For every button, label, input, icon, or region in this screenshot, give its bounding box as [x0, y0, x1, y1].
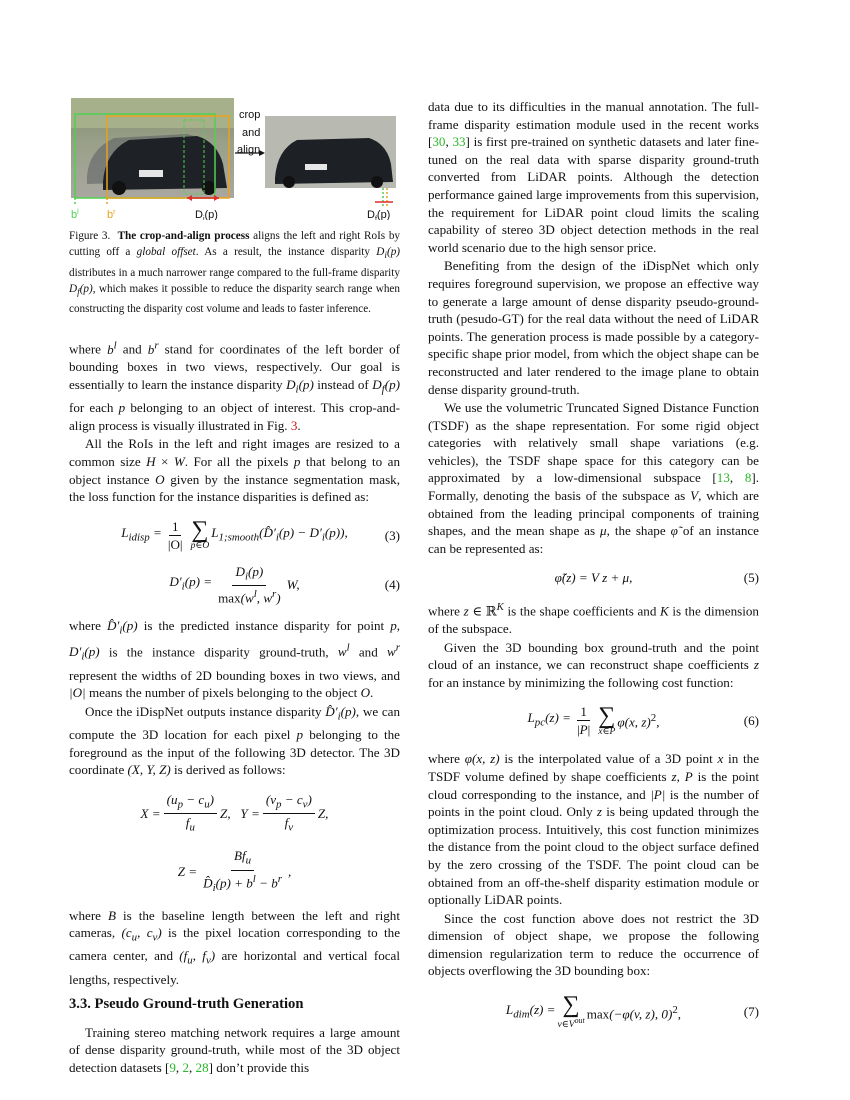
arrow-word-crop: crop [239, 109, 261, 121]
label-b-left: $b^l$ [71, 209, 79, 220]
paragraph-crop-align: where $b^l$ and $b^r$ stand for coordinates of the left border of bounding boxes in two views, respectively. Our goal is essentially to learn the instance disparity $D_i(p)$ instead of $D_f(p)$ for each p belonging to an object of interest. This crop-and-align process is visually illustrated in Fig. 3. [69, 339, 400, 433]
equation-7: $L_{dim}(z)$ = ∑ $v\in V^{out}$ max(−φ(v, z), 0)$^2$, (7) [505, 992, 759, 1031]
paragraph-benefiting: Benefiting from the design of the iDispNet which only requires foreground supervision, we propose an effective way to generate a large amount of dense disparity pseudo-ground-truth (pesudo-GT) for the real data without the need of LiDAR points. The generation process is made possible by a category-specific shape prior model, from which the object shape can be reconstructed and later rendered to the image plane to obtain dense disparity ground-truth. [428, 258, 759, 397]
paragraph-equation-terms: where $D̂'_i(p)$ is the predicted instance disparity for point p, $D'_i(p)$ is the instance disparity ground-truth, $w^l$ and $w^r$ represent the widths of 2D bounding boxes in two views, and |O| means the number of pixels belonging to the object O. [69, 617, 401, 701]
cite-2[interactable]: 2 [182, 1059, 189, 1075]
equation-4: $D'_i(p)$ = $\frac{D_i(p)}{\max(w^l, w^r)}$ W, (4) [169, 563, 400, 606]
paragraph-dimension-reg: Since the cost function above does not restrict the 3D dimension of object shape, we propose the following dimension regularization term to reduce the occurrence of objects overflowing the 3D bounding box: [428, 910, 759, 979]
paragraph-interpolated: where φ(x, z) is the interpolated value of a 3D point x in the TSDF volume defined by shape coefficients z, P is the point cloud corresponding to the instance, and |P| is the number of points in the point cloud. Only z is being updated through the optimization process. Intuitively, this cost function minimizes the distance from the point cloud to the object surface defined by the zero crossing of the TSDF. The point cloud can be obtained from an off-the-shelf disparity estimation module or optionally LiDAR points. [428, 751, 760, 908]
paragraph-3d-location: Once the iDispNet outputs instance disparity $D̂'_i(p)$, we can compute the 3D location for each pixel p belonging to the foreground as the input of the following 3D detector. The 3D coordinate (X, Y, Z) is derived as follows: [69, 703, 400, 778]
full-frame-image [71, 98, 234, 206]
cite-8[interactable]: 8 [744, 470, 752, 486]
crop-and-align-illustration [69, 98, 400, 220]
cite-9[interactable]: 9 [169, 1059, 176, 1075]
cite-13[interactable]: 13 [716, 470, 730, 486]
figure-ref-3[interactable]: 3 [290, 417, 298, 433]
section-heading-pseudo-gt: 3.3. Pseudo Ground-truth Generation [69, 996, 304, 1013]
paragraph-training-stereo: Training stereo matching network requires a large amount of dense disparity ground-truth, while most of the 3D object detection datasets [9, 2, 28] don’t provide this [69, 1024, 400, 1075]
arrow-word-and: and [242, 127, 261, 139]
cite-33[interactable]: 33 [452, 134, 466, 150]
equation-3: $L_{idisp}$ = $\frac{1}{|O|}$ ∑ p∈O $L_{1;smooth}(D̂'_i(p) - D'_i(p))$, (3) [121, 517, 400, 552]
figure-3-caption: Figure 3. The crop-and-align process aligns the left and right RoIs by cutting off a global offset. As a result, the instance disparity $D_i(p)$ distributes in a much narrower range compared to the full-frame disparity $D_f(p)$, which makes it possible to reduce the disparity search range when constructing the disparity cost volume and leads to faster inference. [69, 230, 401, 316]
cite-30[interactable]: 30 [432, 134, 446, 150]
paragraph-loss-intro: All the RoIs in the left and right images are resized to a common size H × W. For all the pixels p that belong to an object instance O given by the instance segmentation mask, the loss function for the instance disparities is defined as: [69, 436, 401, 505]
equation-xy: X = $\frac{(u_p - c_u)}{f_u}$ Z, Y = $\frac{(v_p - c_v)}{f_v}$ Z, [140, 791, 329, 834]
figure-3 [69, 98, 400, 218]
paragraph-reconstruct: Given the 3D bounding box ground-truth and the point cloud of an instance, we can reconstruct shape coefficients z for an instance by minimizing the following cost function: [428, 639, 759, 690]
label-b-right: $b^r$ [107, 209, 116, 220]
aligned-roi-image [265, 116, 396, 206]
arrow-word-align: align [237, 144, 261, 156]
right-column [428, 98, 759, 1044]
equation-z: Z = $\frac{Bf_u}{D̂_i(p) + b^l - b^r}$ , [177, 847, 292, 894]
label-instance-disparity: $D_i(p)$ [195, 209, 218, 220]
equation-5: φ̃(z) = V z + μ, (5) [554, 570, 759, 586]
left-column [69, 98, 400, 1076]
label-full-frame-disparity: $D_f(p)$ [367, 209, 391, 220]
cite-28[interactable]: 28 [195, 1059, 209, 1075]
paragraph-camera-params: where B is the baseline length between the left and right cameras, ($c_u$, $c_v$) is the pixel location corresponding to the camera center, and ($f_u$, $f_v$) are horizontal and vertical focal lengths, respectively. [69, 907, 401, 987]
paragraph-tsdf: We use the volumetric Truncated Signed Distance Function (TSDF) as the shape representation. For some rigid object categories with relatively small shape variations (e.g. vehicles), the TSDF shape space for this category can be approximated by a low-dimensional subspace [13, 8]. Formally, denoting the basis of the subspace as V, which are obtained from the leading principal components of training shapes, and the mean shape as μ, the shape φ̃ of an instance can be represented as: [428, 400, 760, 556]
paragraph-shape-coeffs: where z ∈ ℝ$^K$ is the shape coefficients and K is the dimension of the subspace. [428, 601, 759, 636]
equation-6: $L_{pc}(z)$ = $\frac{1}{|P|}$ ∑ x∈P φ(x, z)$^2$, (6) [527, 702, 759, 738]
paragraph-annotation-difficulty: data due to its difficulties in the manual annotation. The full-frame disparity estimation module used in the recent works [30, 33] is first pre-trained on synthetic datasets and later fine-tuned on the real data with sparse disparity ground-truth converted from LiDAR points. Although the detection performance gained large improvements from this supervision, the requirement for LiDAR point cloud limits the scaling capability of stereo 3D object detection methods in the real world scenario due to the high sensor price. [428, 99, 760, 255]
